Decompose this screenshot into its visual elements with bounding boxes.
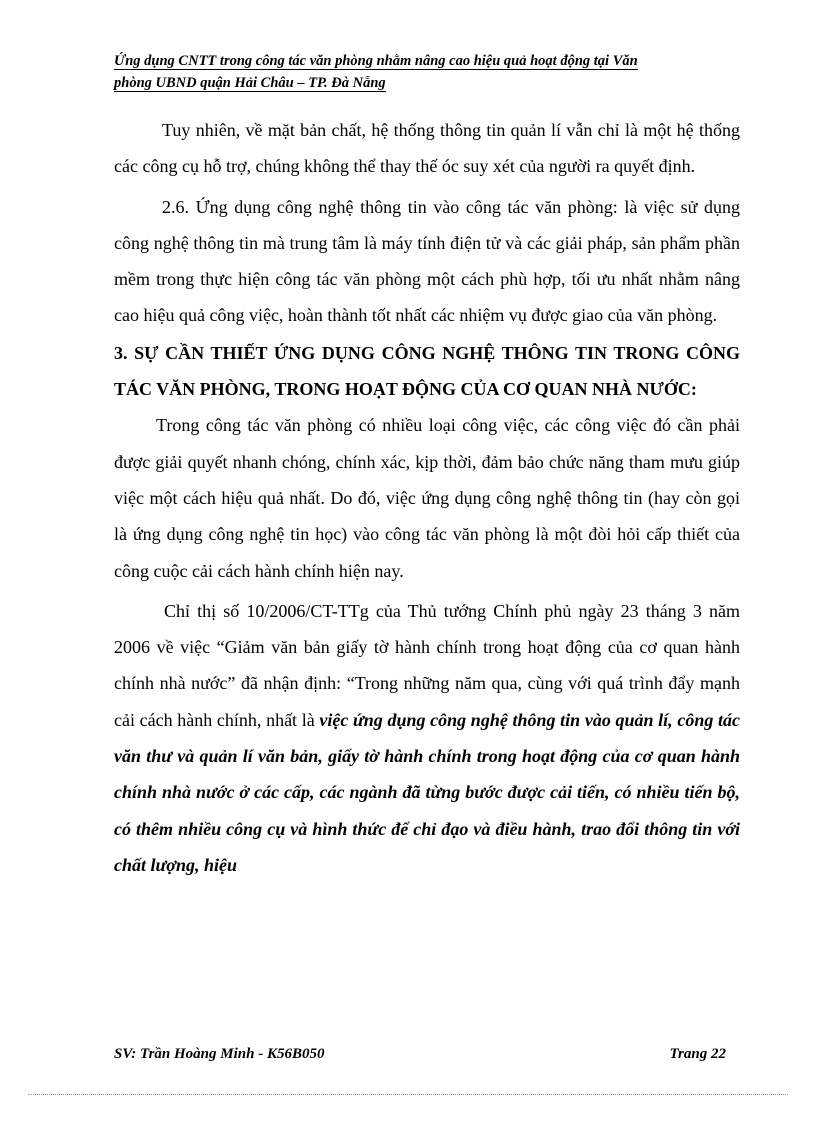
footer-page-number: Trang 22 [669, 1046, 726, 1062]
running-header [114, 50, 734, 94]
header-line-1: Ứng dụng CNTT trong công tác văn phòng nhằm nâng cao hiệu quả hoạt động tại Văn [114, 53, 638, 69]
footer-author: SV: Trần Hoàng Minh - K56B050 [114, 1046, 325, 1062]
section-heading: 3. SỰ CẦN THIẾT ỨNG DỤNG CÔNG NGHỆ THÔNG TIN TRONG CÔNG TÁC VĂN PHÒNG, TRONG HOẠT ĐỘNG CỦA CƠ QUAN NHÀ NƯỚC: [114, 342, 740, 400]
paragraph-definition [114, 189, 740, 334]
document-body [114, 112, 740, 883]
header-line-2: phòng UBND quận Hải Châu – TP. Đà Nẵng [114, 75, 386, 91]
definition-text: là việc sử dụng công nghệ thông tin mà trung tâm là máy tính điện tử và các giải pháp, sản phẩm phần mềm trong thực hiện công tác văn phòng một cách phù hợp, tối ưu nhất nhằm nâng cao hiệu quả công việc, hoàn thành tốt nhất các nhiệm vụ được giao của văn phòng. [114, 196, 740, 326]
paragraph-intro: Tuy nhiên, về mặt bản chất, hệ thống thông tin quản lí vẫn chỉ là một hệ thống các công cụ hỗ trợ, chúng không thể thay thế óc suy xét của người ra quyết định. [114, 120, 740, 177]
definition-term: 2.6. Ứng dụng công nghệ thông tin vào công tác văn phòng: [162, 196, 618, 217]
directive-quote-emphasis: việc ứng dụng công nghệ thông tin vào quản lí, công tác văn thư và quản lí văn bản, giấy tờ hành chính trong hoạt động của cơ quan hành chính nhà nước ở các cấp, các ngành đã từng bước được cải tiến, có nhiều tiến bộ, có thêm nhiều công cụ và hình thức để chỉ đạo và điều hành, trao đổi thông tin với chất lượng, hiệu [114, 709, 740, 875]
directive-text: Chỉ thị số 10/2006/CT-TTg của Thủ tướng Chính phủ ngày 23 tháng 3 năm 2006 về việc “Giảm văn bản giấy tờ hành chính trong hoạt động của cơ quan hành chính nhà nước” đã nhận định: “Trong những năm qua, cùng với quá trình đẩy mạnh cải cách hành chính, nhất là [114, 600, 740, 730]
paragraph-directive [114, 593, 740, 883]
paragraph-necessity: Trong công tác văn phòng có nhiều loại công việc, các công việc đó cần phải được giải quyết nhanh chóng, chính xác, kịp thời, đảm bảo chức năng tham mưu giúp việc một cách hiệu quả nhất. Do đó, việc ứng dụng công nghệ thông tin (hay còn gọi là ứng dụng công nghệ tin học) vào công tác văn phòng là một đòi hỏi cấp thiết của công cuộc cải cách hành chính hiện nay. [114, 415, 740, 581]
page-break-divider [28, 1094, 788, 1095]
